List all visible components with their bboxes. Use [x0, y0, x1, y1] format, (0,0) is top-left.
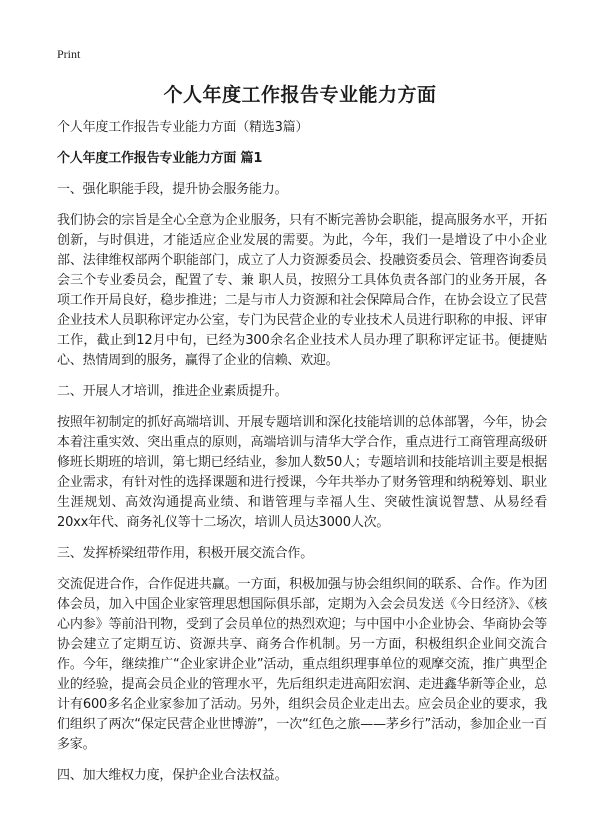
section-heading: 二、开展人才培训，推进企业素质提升。	[57, 384, 288, 399]
document-body	[57, 118, 547, 797]
body-paragraph: 按照年初制定的抓好高端培训、开展专题培训和深化技能培训的总体部署，今年，协会本着注重实效、突出重点的原则，高端培训与清华大学合作，重点进行工商管理高级研修班长期班的培训，第七期已经结业，参加人数50人；专题培训和技能培训主要是根据企业需求，有针对性的选择课题和进行授课，今年共举办了财务管理和纳税筹划、职业生涯规划、高效沟通提高业绩、和谐管理与幸福人生、突破性演说智慧、从易经看20xx年代、商务礼仪等十二场次，培训人员达3000人次。	[57, 415, 547, 530]
body-paragraph: 我们协会的宗旨是全心全意为企业服务，只有不断完善协会职能，提高服务水平，开拓创新，与时俱进，才能适应企业发展的需要。为此，今年，我们一是增设了中小企业部、法律维权部两个职能部门，成立了人力资源委员会、投融资委员会、管理咨询委员会三个专业委员会，配置了专、兼 职人员，按照分工具体负责各部门的业务开展，各项工作开局良好，稳步推进；二是与市人力资源和社会保障局合作，在协会设立了民营企业技术人员职称评定办公室，专门为民营企业的专业技术人员进行职称的申报、评审工作，截止到12月中旬，已经为300余名企业技术人员办理了职称评定证书。便捷贴心、热情周到的服务，赢得了企业的信赖、欢迎。	[57, 213, 547, 368]
body-paragraph: 交流促进合作，合作促进共赢。一方面，积极加强与协会组织间的联系、合作。作为团体会员，加入中国企业家管理思想国际俱乐部，定期为入会会员发送《今日经济》、《核心内参》等前沿刊物，受到了会员单位的热烈欢迎；与中国中小企业协会、华商协会等协会建立了定期互访、资源共享、商务合作机制。另一方面，积极组织企业间交流合作。今年，继续推广“企业家讲企业”活动，重点组织理事单位的观摩交流，推广典型企业的经验，提高会员企业的管理水平，先后组织走进高阳宏润、走进鑫华新等企业，总计有600多名企业家参加了活动。另外，组织会员企业走出去。应会员企业的要求，我们组织了两次“保定民营企业世博游”，一次“红色之旅——茅乡行”活动，参加企业一百多家。	[57, 577, 547, 752]
section-heading: 一、强化职能手段，提升协会服务能力。	[57, 182, 288, 197]
section-heading: 三、发挥桥梁纽带作用，积极开展交流合作。	[57, 546, 314, 561]
document-subtitle: 个人年度工作报告专业能力方面（精选3篇）	[57, 120, 309, 135]
page-title: 个人年度工作报告专业能力方面	[163, 84, 437, 106]
section-title: 个人年度工作报告专业能力方面 篇1	[57, 151, 263, 166]
section-heading: 四、加大维权力度，保护企业合法权益。	[57, 768, 288, 783]
print-link[interactable]: Print	[57, 47, 81, 61]
